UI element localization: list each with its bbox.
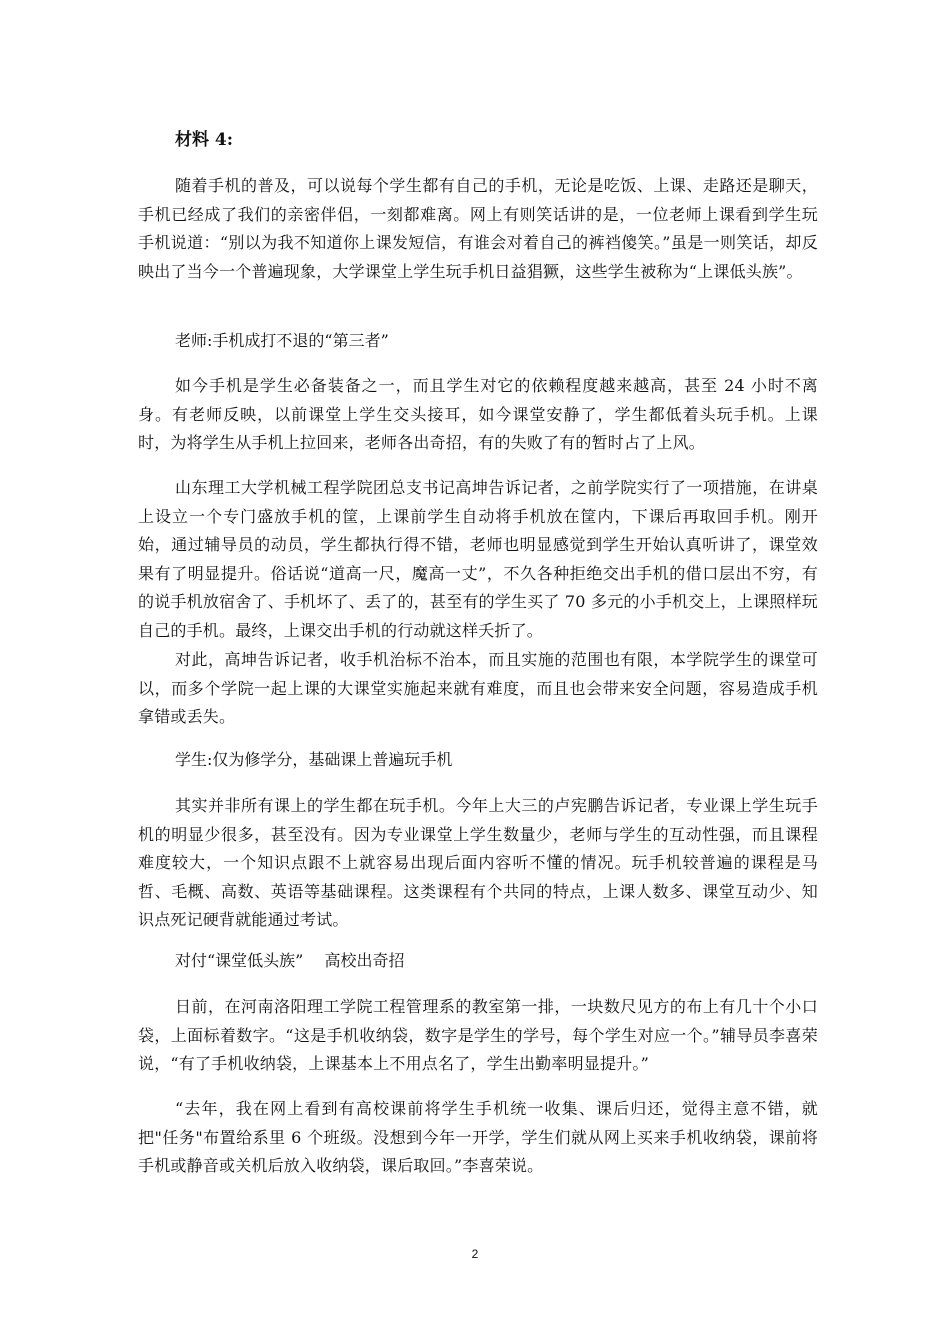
paragraph-teachers-reaction: 如今手机是学生必备装备之一，而且学生对它的依赖程度越来越高，甚至 24 小时不离身。有老师反映，以前课堂上学生交头接耳，如今课堂安静了，学生都低着头玩手机。上课时，为将学生从手机上拉回来，老师各出奇招，有的失败了有的暂时占了上风。	[138, 376, 818, 452]
section-heading-students: 学生:仅为修学分，基础课上普遍玩手机	[175, 750, 453, 769]
paragraph-intro: 随着手机的普及，可以说每个学生都有自己的手机，无论是吃饭、上课、走路还是聊天，手机已经成了我们的亲密伴侣，一刻都难离。网上有则笑话讲的是，一位老师上课看到学生玩手机说道：“别以为我不知道你上课发短信，有谁会对着自己的裤裆傻笑。”虽是一则笑话，却反映出了当今一个普遍现象，大学课堂上学生玩手机日益猖獗，这些学生被称为“上课低头族”。	[138, 176, 818, 281]
paragraph-phone-basket: 山东理工大学机械工程学院团总支书记高坤告诉记者，之前学院实行了一项措施，在讲桌上设立一个专门盛放手机的筐，上课前学生自动将手机放在筐内，下课后再取回手机。刚开始，通过辅导员的动员，学生都执行得不错，老师也明显感觉到学生开始认真听讲了，课堂效果有了明显提升。俗话说“道高一尺，魔高一丈”，不久各种拒绝交出手机的借口层出不穷，有的说手机放宿舍了、手机坏了、丢了的，甚至有的学生买了 70 多元的小手机交上，上课照样玩自己的手机。最终，上课交出手机的行动就这样夭折了。	[138, 478, 818, 640]
page-number: 2	[471, 1247, 479, 1261]
section-heading-schools: 对付“课堂低头族” 高校出奇招	[175, 951, 405, 970]
paragraph-storage-bag: 日前，在河南洛阳理工学院工程管理系的教室第一排，一块数尺见方的布上有几十个小口袋，上面标着数字。“这是手机收纳袋，数字是学生的学号，每个学生对应一个。”辅导员李喜荣说，“有了手机收纳袋，上课基本上不用点名了，学生出勤率明显提升。”	[138, 997, 818, 1073]
material-title: 材料 4:	[175, 130, 234, 150]
paragraph-gaokun-comment: 对此，高坤告诉记者，收手机治标不治本，而且实施的范围也有限，本学院学生的课堂可以，而多个学院一起上课的大课堂实施起来就有难度，而且也会带来安全问题，容易造成手机拿错或丢失。	[138, 650, 818, 726]
section-heading-teachers: 老师:手机成打不退的“第三者”	[175, 331, 389, 350]
paragraph-students: 其实并非所有课上的学生都在玩手机。今年上大三的卢宪鹏告诉记者，专业课上学生玩手机的明显少很多，甚至没有。因为专业课堂上学生数量少，老师与学生的互动性强，而且课程难度较大，一个知识点跟不上就容易出现后面内容听不懂的情况。玩手机较普遍的课程是马哲、毛概、高数、英语等基础课程。这类课程有个共同的特点，上课人数多、课堂互动少、知识点死记硬背就能通过考试。	[138, 796, 818, 929]
paragraph-li-xirong: “去年，我在网上看到有高校课前将学生手机统一收集、课后归还，觉得主意不错，就把"任务"布置给系里 6 个班级。没想到今年一开学，学生们就从网上买来手机收纳袋，课前将手机或静音或关机后放入收纳袋，课后取回。”李喜荣说。	[138, 1099, 818, 1175]
